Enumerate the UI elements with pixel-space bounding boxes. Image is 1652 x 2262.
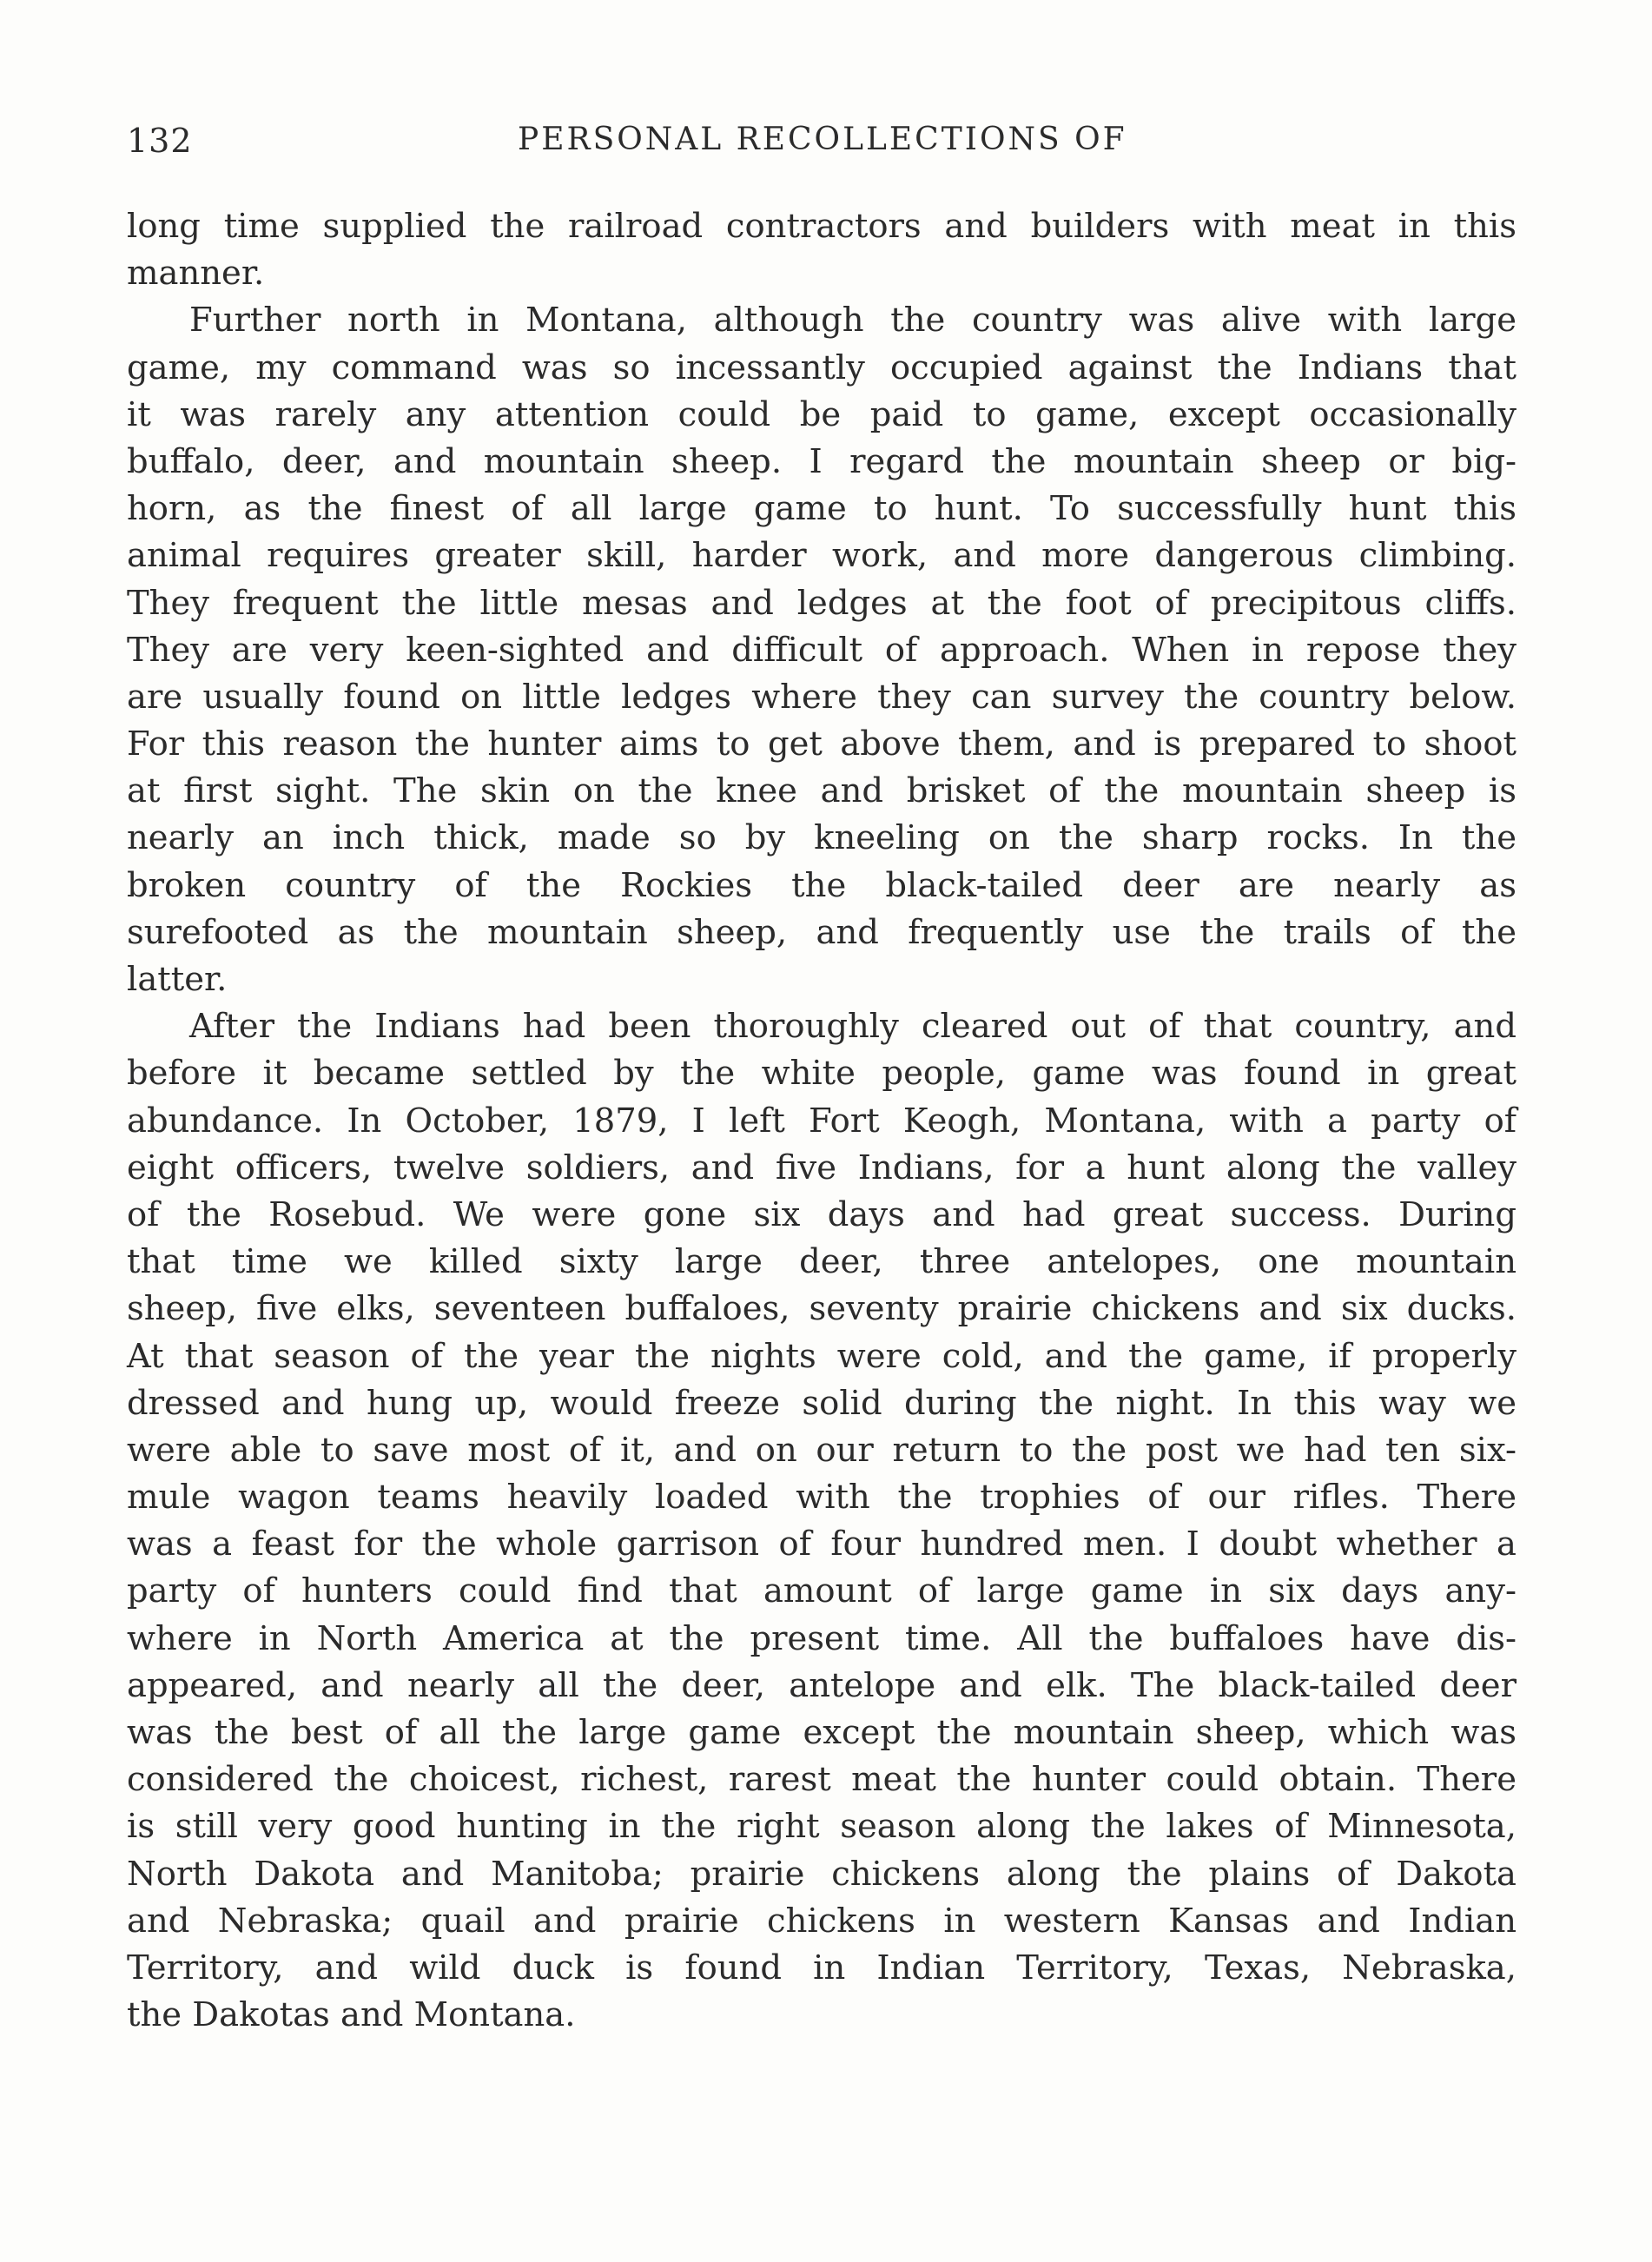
text-line: appeared, and nearly all the deer, antelope and elk. The black-tailed deer	[127, 1665, 1517, 1705]
text-line: animal requires greater skill, harder work, and more dangerous climbing.	[127, 536, 1517, 576]
text-line: After the Indians had been thoroughly cleared out of that country, and	[189, 1007, 1517, 1047]
text-line: At that season of the year the nights were cold, and the game, if properly	[127, 1336, 1517, 1376]
text-line: before it became settled by the white people, game was found in great	[127, 1054, 1517, 1094]
text-line: of the Rosebud. We were gone six days and had great success. During	[127, 1194, 1517, 1234]
text-line: Territory, and wild duck is found in Indian Territory, Texas, Nebraska,	[127, 1948, 1517, 1988]
text-line: game, my command was so incessantly occupied against the Indians that	[127, 347, 1517, 387]
text-line: and Nebraska; quail and prairie chickens in western Kansas and Indian	[127, 1901, 1517, 1941]
text-line: buffalo, deer, and mountain sheep. I regard the mountain sheep or big-	[127, 441, 1517, 481]
text-line: long time supplied the railroad contractors and builders with meat in this	[127, 207, 1517, 246]
text-line: For this reason the hunter aims to get above them, and is prepared to shoot	[127, 724, 1517, 764]
text-line: broken country of the Rockies the black-tailed deer are nearly as	[127, 865, 1517, 905]
running-head: PERSONAL RECOLLECTIONS OF	[518, 122, 1127, 157]
text-line: it was rarely any attention could be paid to game, except occasionally	[127, 394, 1517, 434]
text-line: sheep, five elks, seventeen buffaloes, seventy prairie chickens and six ducks.	[127, 1289, 1517, 1329]
text-line: is still very good hunting in the right season along the lakes of Minnesota,	[127, 1807, 1517, 1847]
text-line: that time we killed sixty large deer, three antelopes, one mountain	[127, 1242, 1517, 1282]
text-line: North Dakota and Manitoba; prairie chickens along the plains of Dakota	[127, 1854, 1517, 1894]
text-line: Further north in Montana, although the country was alive with large	[189, 301, 1517, 341]
text-line: eight officers, twelve soldiers, and five Indians, for a hunt along the valley	[127, 1148, 1517, 1187]
text-line: was the best of all the large game except the mountain sheep, which was	[127, 1713, 1517, 1752]
text-line: was a feast for the whole garrison of four hundred men. I doubt whether a	[127, 1525, 1517, 1564]
text-line: They frequent the little mesas and ledges at the foot of precipitous cliffs.	[127, 583, 1517, 623]
text-line: the Dakotas and Montana.	[127, 1995, 576, 2035]
text-line: surefooted as the mountain sheep, and frequently use the trails of the	[127, 912, 1517, 952]
text-line: They are very keen-sighted and difficult of approach. When in repose they	[127, 630, 1517, 670]
body-text	[127, 203, 1517, 2039]
text-line: considered the choicest, richest, rarest meat the hunter could obtain. There	[127, 1760, 1517, 1800]
text-line: at first sight. The skin on the knee and brisket of the mountain sheep is	[127, 771, 1517, 811]
text-line: dressed and hung up, would freeze solid during the night. In this way we	[127, 1383, 1517, 1423]
text-line: mule wagon teams heavily loaded with the trophies of our rifles. There	[127, 1478, 1517, 1518]
text-line: latter.	[127, 960, 228, 999]
text-line: where in North America at the present time. All the buffaloes have dis-	[127, 1618, 1517, 1658]
text-line: were able to save most of it, and on our return to the post we had ten six-	[127, 1430, 1517, 1470]
text-line: abundance. In October, 1879, I left Fort Keogh, Montana, with a party of	[127, 1101, 1517, 1141]
text-line: manner.	[127, 254, 265, 294]
page-number: 132	[127, 122, 193, 160]
text-line: horn, as the finest of all large game to hunt. To successfully hunt this	[127, 489, 1517, 529]
text-line: party of hunters could find that amount of large game in six days any-	[127, 1571, 1517, 1611]
page-header	[127, 122, 1517, 174]
text-line: are usually found on little ledges where they can survey the country below.	[127, 677, 1517, 717]
text-line: nearly an inch thick, made so by kneeling on the sharp rocks. In the	[127, 818, 1517, 858]
